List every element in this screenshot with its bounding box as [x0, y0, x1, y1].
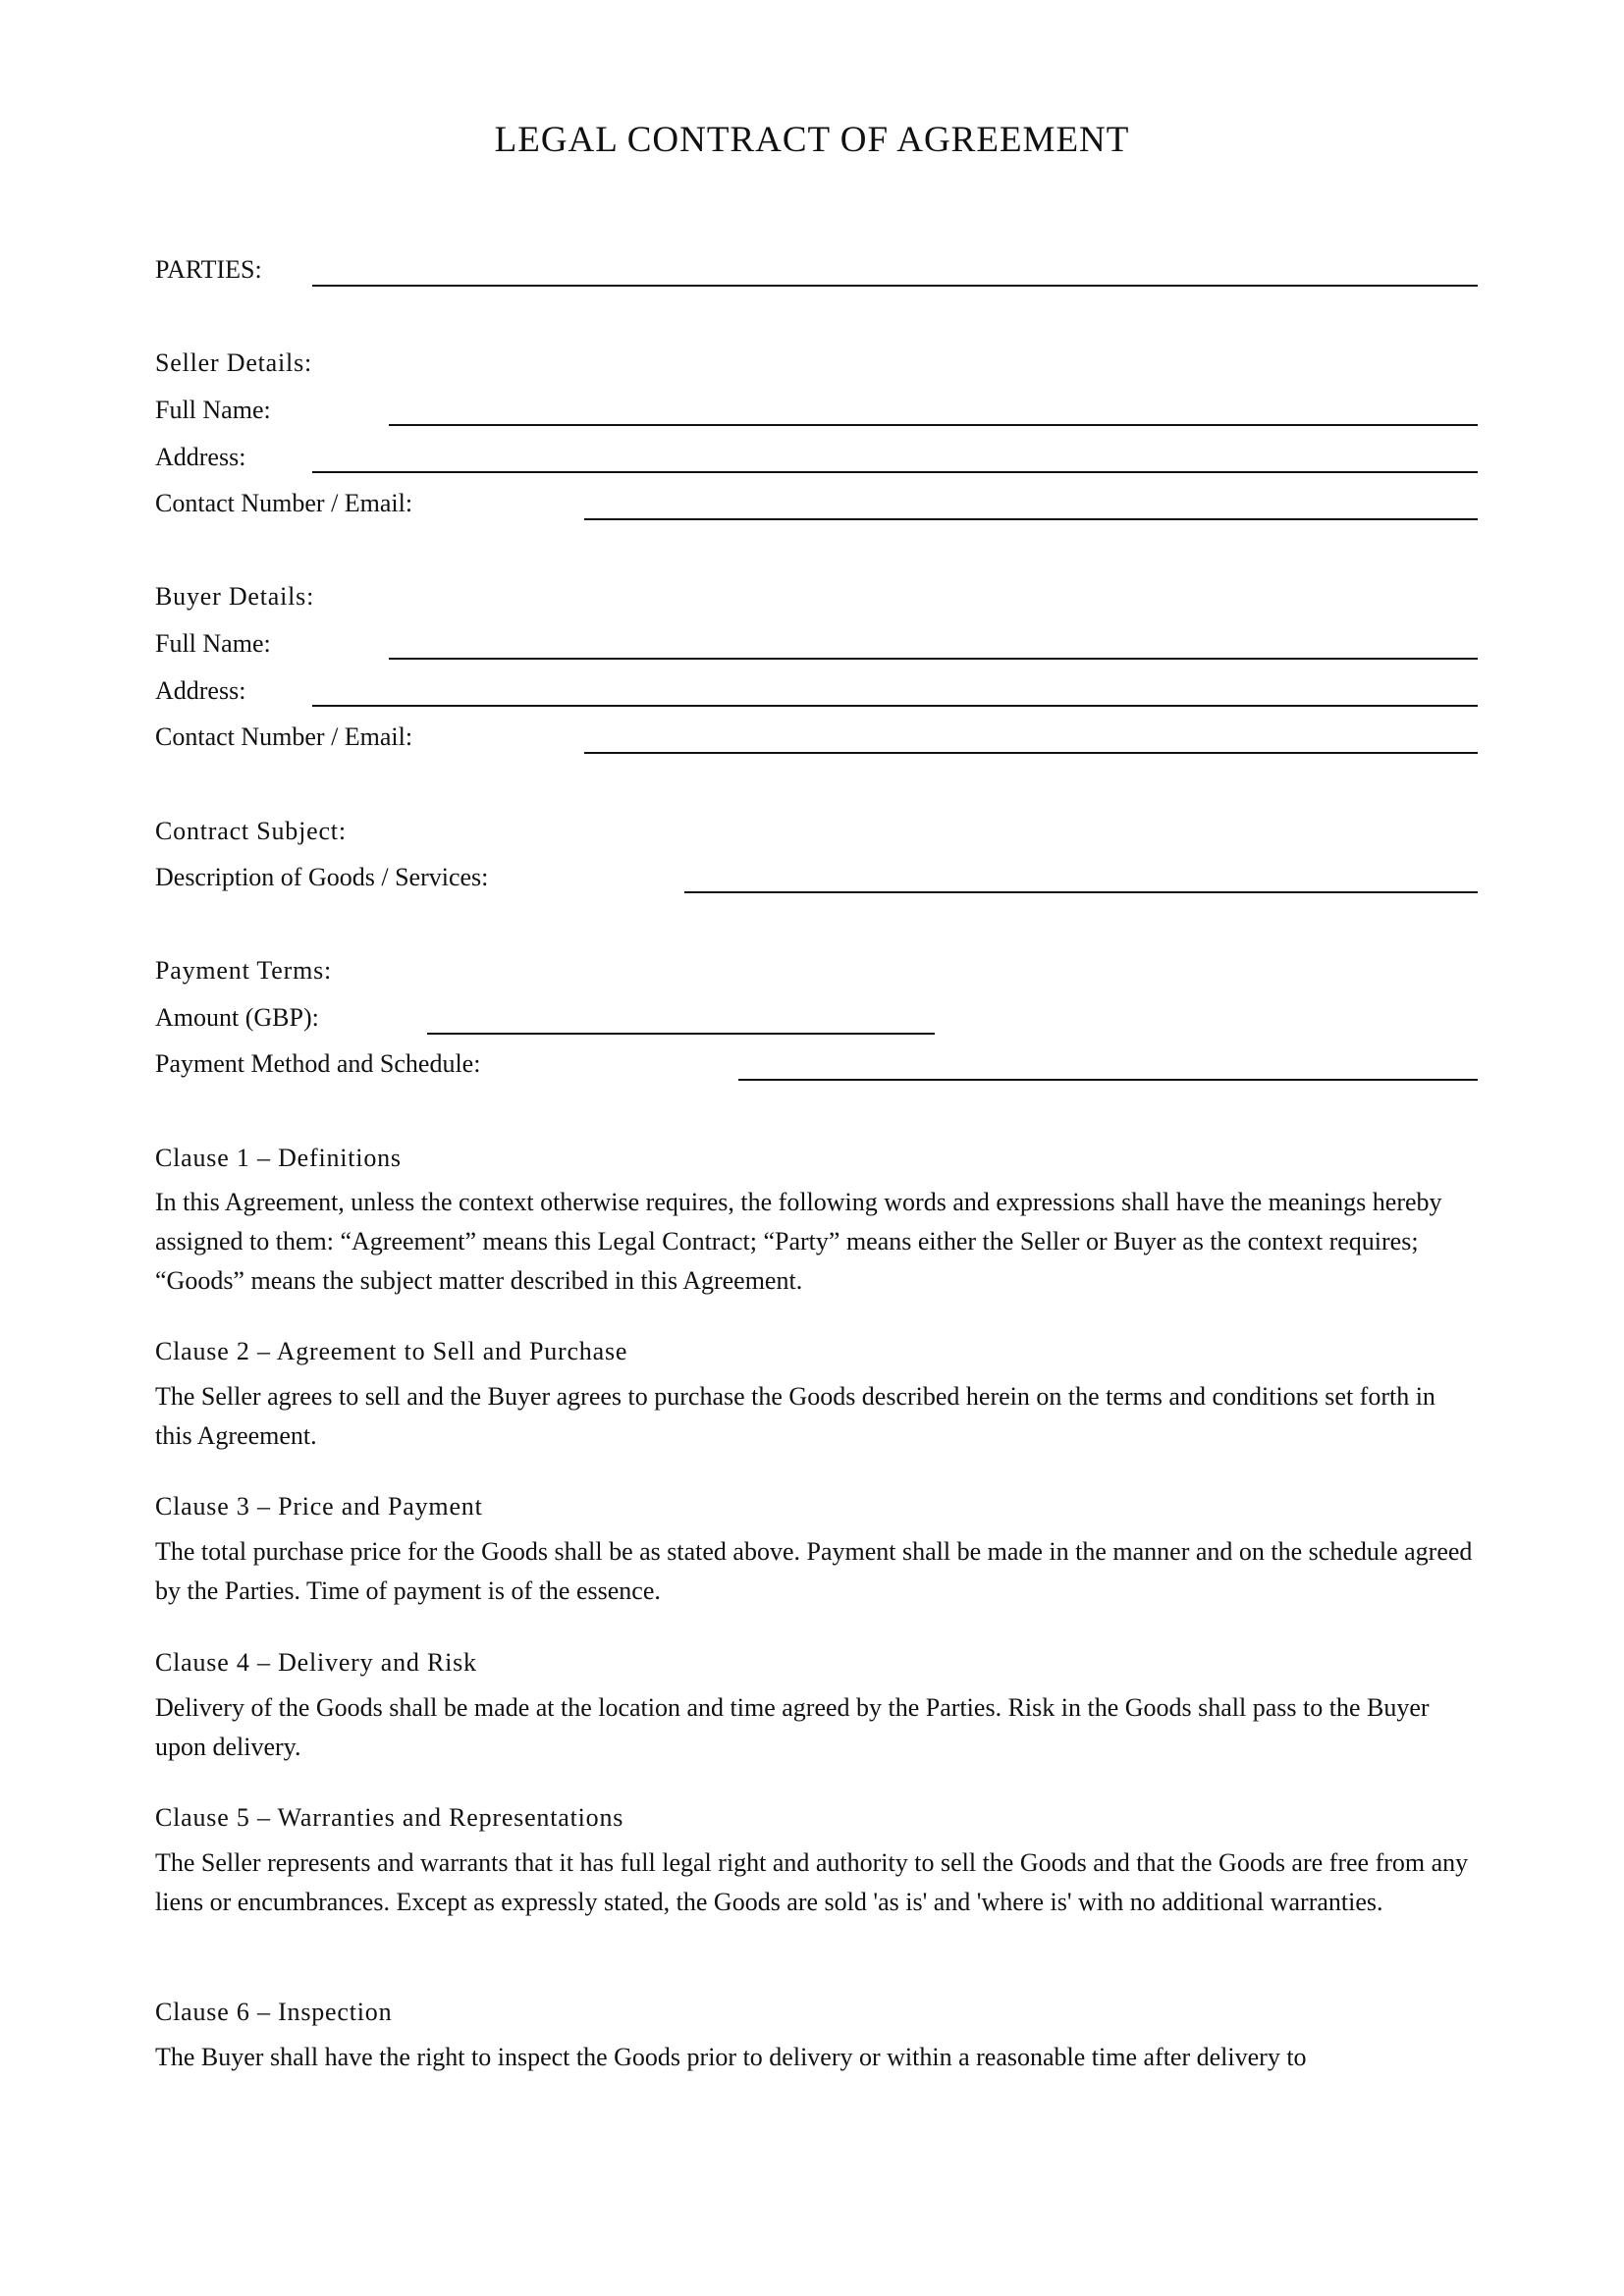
parties-field[interactable] [312, 285, 1478, 287]
clause-text: In this Agreement, unless the context otherwise requires, the following words and expressions shall have the meanings hereby assigned to them: “Agreement” means this Legal Contract; “Party” means either the Seller or Buyer as the context requires; “Goods” means the subject matter described in this Agreement. [155, 1188, 1442, 1295]
buyer-full-name-field[interactable] [389, 658, 1478, 660]
document-title: LEGAL CONTRACT OF AGREEMENT [494, 120, 1130, 160]
description-field[interactable] [684, 891, 1478, 893]
contract-subject-heading: Contract Subject: [155, 817, 347, 845]
clause-heading: Clause 2 – Agreement to Sell and Purchase [155, 1337, 628, 1365]
description-label: Description of Goods / Services: [155, 863, 489, 891]
buyer-full-name-label: Full Name: [155, 629, 271, 658]
clause-text: The Seller agrees to sell and the Buyer agrees to purchase the Goods described herein on the terms and conditions set forth in this Agreement. [155, 1382, 1435, 1450]
payment-terms-heading: Payment Terms: [155, 956, 333, 985]
clause-heading: Clause 6 – Inspection [155, 1998, 393, 2026]
seller-details-heading: Seller Details: [155, 348, 313, 377]
buyer-address-label: Address: [155, 676, 246, 705]
clause-text: Delivery of the Goods shall be made at the location and time agreed by the Parties. Risk in the Goods shall pass to the Buyer upon delivery. [155, 1693, 1430, 1761]
clause-text: The total purchase price for the Goods shall be as stated above. Payment shall be made in the manner and on the schedule agreed by the Parties. Time of payment is of the essence. [155, 1537, 1473, 1605]
buyer-details-heading: Buyer Details: [155, 582, 315, 611]
seller-address-label: Address: [155, 443, 246, 471]
buyer-contact-label: Contact Number / Email: [155, 722, 413, 751]
clause-text: The Buyer shall have the right to inspect the Goods prior to delivery or within a reasonable time after delivery to [155, 2043, 1307, 2071]
clause-text: The Seller represents and warrants that it has full legal right and authority to sell the Goods and that the Goods are free from any liens or encumbrances. Except as expressly stated, the Goods are sold 'as is' and 'where is' with no additional warranties. [155, 1848, 1469, 1916]
seller-contact-field[interactable] [584, 518, 1478, 520]
seller-full-name-field[interactable] [389, 424, 1478, 426]
payment-method-label: Payment Method and Schedule: [155, 1049, 481, 1078]
amount-field[interactable] [427, 1033, 935, 1035]
seller-address-field[interactable] [312, 471, 1478, 473]
seller-contact-label: Contact Number / Email: [155, 489, 413, 517]
seller-full-name-label: Full Name: [155, 396, 271, 424]
parties-label: PARTIES: [155, 255, 262, 284]
amount-label: Amount (GBP): [155, 1003, 319, 1032]
clause-heading: Clause 1 – Definitions [155, 1144, 402, 1172]
clause-heading: Clause 3 – Price and Payment [155, 1492, 483, 1521]
payment-method-field[interactable] [738, 1079, 1478, 1081]
buyer-address-field[interactable] [312, 705, 1478, 707]
clause-heading: Clause 5 – Warranties and Representations [155, 1803, 624, 1832]
buyer-contact-field[interactable] [584, 752, 1478, 754]
clause-heading: Clause 4 – Delivery and Risk [155, 1648, 477, 1677]
